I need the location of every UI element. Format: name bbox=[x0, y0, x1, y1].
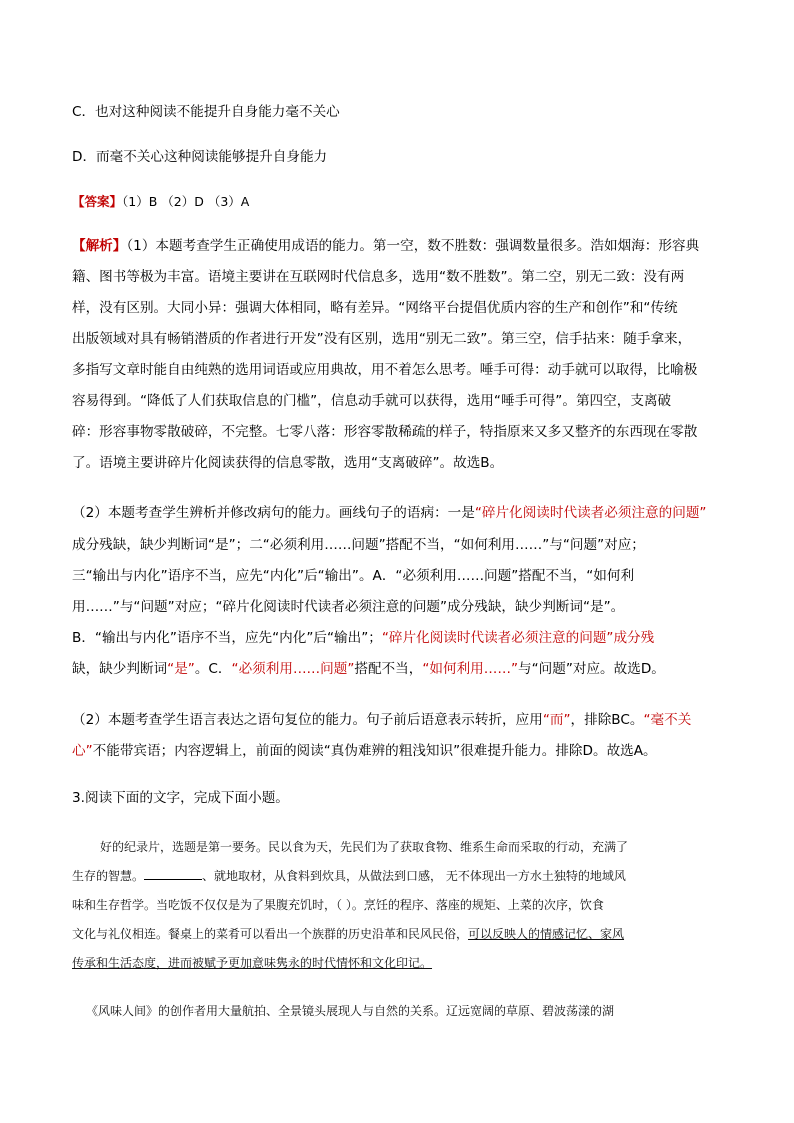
analysis-text: （2）本题考查学生辨析并修改病句的能力。画线句子的语病：一是 bbox=[72, 505, 475, 521]
analysis-text: ，排除BC。 bbox=[570, 712, 644, 728]
option-c: C．也对这种阅读不能提升自身能力毫不关心 bbox=[72, 104, 340, 120]
question-3-title: 3.阅读下面的文字，完成下面小题。 bbox=[72, 790, 289, 806]
answer-label: 【答案】 bbox=[72, 194, 123, 209]
fill-blank bbox=[144, 867, 202, 880]
passage-line: 好的纪录片，选题是第一要务。民以食为天，先民们为了获取食物、维系生命而采取的行动，充满了 bbox=[100, 840, 629, 854]
analysis-line: 样，没有区别。大同小异：强调大体相同，略有差异。“网络平台提倡优质内容的生产和创作”和“传统 bbox=[72, 300, 678, 316]
analysis-text: 。C． bbox=[194, 661, 232, 677]
passage-line bbox=[72, 867, 626, 885]
analysis-line bbox=[72, 629, 654, 647]
analysis-text: 不能带宾语；内容逻辑上，前面的阅读“真伪难辨的粗浅知识”很难提升能力。排除D。故选A。 bbox=[92, 743, 657, 759]
analysis-line: 三“输出与内化”语序不当，应先“内化”后“输出”。A．“必须利用……问题”搭配不当，“如何利 bbox=[72, 568, 635, 584]
analysis-line bbox=[72, 660, 665, 678]
analysis-label: 【解析】 bbox=[72, 238, 127, 254]
quoted-word: “是” bbox=[167, 661, 195, 677]
answer-text: （1）B （2）D （3）A bbox=[122, 194, 250, 209]
analysis-line bbox=[72, 711, 691, 729]
analysis-line bbox=[72, 237, 699, 255]
passage-text: 文化与礼仪相连。餐桌上的菜肴可以看出一个族群的历史沿革和民风民俗， bbox=[72, 927, 469, 941]
quoted-word: 心” bbox=[72, 743, 93, 759]
quoted-word: “而” bbox=[542, 712, 571, 728]
underlined-sentence: 可以反映人的情感记忆、家风 bbox=[468, 927, 625, 941]
quoted-word: “必须利用……问题” bbox=[231, 661, 355, 677]
analysis-text: 搭配不当， bbox=[354, 661, 423, 677]
analysis-line bbox=[72, 742, 657, 760]
passage-line: 《风味人间》的创作者用大量航拍、全景镜头展现人与自然的关系。辽远宽阔的草原、碧波荡漾的湖 bbox=[86, 1004, 615, 1018]
analysis-line: 籍、图书等极为丰富。语境主要讲在互联网时代信息多，选用“数不胜数”。第二空，别无二致：没有两 bbox=[72, 269, 685, 285]
analysis-line: 出版领域对具有畅销潜质的作者进行开发”没有区别，选用“别无二致”。第三空，信手拈来：随手拿来， bbox=[72, 331, 692, 347]
analysis-text: （1）本题考查学生正确使用成语的能力。第一空，数不胜数：强调数量很多。浩如烟海：形容典 bbox=[126, 238, 700, 254]
passage-line: 传承和生活态度，进而被赋予更加意味隽永的时代情怀和文化印记。 bbox=[72, 956, 433, 970]
quoted-sentence: “碎片化阅读时代读者必须注意的问题” bbox=[474, 505, 707, 521]
analysis-line: 了。语境主要讲碎片化阅读获得的信息零散，选用“支离破碎”。故选B。 bbox=[72, 455, 504, 471]
analysis-line bbox=[72, 504, 706, 522]
passage-line bbox=[72, 925, 624, 943]
answer-line bbox=[72, 193, 249, 211]
quoted-word: “毫不关 bbox=[643, 712, 692, 728]
option-d: D．而毫不关心这种阅读能够提升自身能力 bbox=[72, 149, 328, 165]
passage-line: 味和生存哲学。当吃饭不仅仅是为了果腹充饥时，（ ）。烹饪的程序、落座的规矩、上菜的次序，饮食 bbox=[72, 898, 604, 912]
analysis-line: 成分残缺，缺少判断词“是”；二“必须利用……问题”搭配不当，“如何利用……”与“问题”对应； bbox=[72, 537, 645, 553]
analysis-line: 容易得到。“降低了人们获取信息的门槛”，信息动手就可以获得，选用“唾手可得”。第四空，支离破 bbox=[72, 393, 672, 409]
quoted-sentence: “碎片化阅读时代读者必须注意的问题”成分残 bbox=[381, 630, 655, 646]
analysis-line: 多指写文章时能自由纯熟的选用词语或应用典故，用不着怎么思考。唾手可得：动手就可以取得，比喻极 bbox=[72, 362, 698, 378]
analysis-text: （2）本题考查学生语言表达之语句复位的能力。句子前后语意表示转折，应用 bbox=[72, 712, 543, 728]
passage-text: 生存的智慧。 bbox=[72, 869, 145, 883]
analysis-line: 碎：形容事物零散破碎，不完整。七零八落：形容零散稀疏的样子，特指原来又多又整齐的东西现在零散 bbox=[72, 424, 698, 440]
analysis-line: 用……”与“问题”对应；“碎片化阅读时代读者必须注意的问题”成分残缺，缺少判断词“是”。 bbox=[72, 599, 625, 615]
analysis-text: 缺，缺少判断词 bbox=[72, 661, 168, 677]
quoted-word: “如何利用……” bbox=[422, 661, 518, 677]
passage-text: 、就地取材，从食料到炊具，从做法到口感， 无不体现出一方水土独特的地域风 bbox=[202, 869, 626, 883]
analysis-text: B．“输出与内化”语序不当，应先“内化”后“输出”； bbox=[72, 630, 382, 646]
analysis-text: 与“问题”对应。故选D。 bbox=[518, 661, 665, 677]
